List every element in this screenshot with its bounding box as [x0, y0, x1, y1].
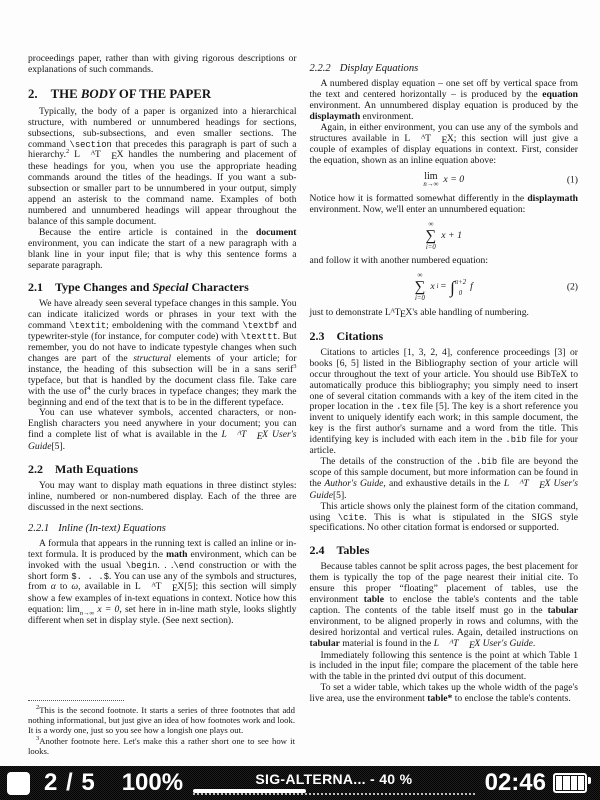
- heading: [28, 281, 297, 294]
- heading: [28, 87, 297, 101]
- latex-logo: L AT EX: [404, 132, 454, 146]
- book-title-progress-label: SIG-ALTERNA... - 40 %: [255, 770, 413, 787]
- paragraph: To set a wider table, which takes up the whole width of the page's live area, use the environment table* to enclose the table's contents.: [309, 682, 578, 705]
- display-equation: [310, 272, 579, 303]
- footnote-rule: [28, 700, 124, 701]
- battery-percent-label[interactable]: 100%: [121, 769, 184, 796]
- paragraph: and follow it with another numbered equation:: [309, 255, 489, 267]
- paragraph: Typically, the body of a paper is organized into a hierarchical structure, with numbered or unnumbered headings for sections, subsections, sub-subsections, and even smaller sections. The command \section that precedes this paragraph is part of such a hierarchy.$^2$ L AT EX handles the numbering and placement of these headings for you, when you use the appropriate heading commands around the titles of the headings. If you want a sub-subsection or smaller part to be unnumbered in your output, simply append an asterisk to the command name. Examples of both numbered and unnumbered headings will appear throughout the balance of this sample document.: [28, 105, 297, 227]
- math-text: x: [430, 281, 435, 293]
- heading: [310, 330, 579, 343]
- book-progress[interactable]: [191, 771, 477, 796]
- paragraph: This article shows only the plainest form of the citation command, using \cite. This is what is stipulated in the SIGS style specifications. No other citation format is endorsed or supported.: [309, 500, 578, 534]
- math-text: f: [470, 281, 473, 293]
- paragraph: You can use whatever symbols, accented characters, or non-English characters you need anywhere in your document; you can find a complete list of what is available in the L AT EX User's Guide[5].: [28, 407, 297, 453]
- paragraph: You may want to display math equations in three distinct styles: inline, numbered or non-numbered display. Each of the three are discussed in the next sections.: [28, 480, 297, 513]
- heading-number: 2.2.1: [28, 522, 50, 534]
- latex-logo: L AT EX: [221, 429, 269, 443]
- math-text: x + 1: [441, 229, 462, 241]
- paragraph: Because the entire article is contained in the document environment, you can indicate the start of a new paragraph with a blank line in your input file; that is why this sentence forms a separate paragraph.: [28, 226, 297, 271]
- heading: [28, 463, 297, 476]
- math-text: x = 0: [443, 174, 465, 186]
- document-column-right: [310, 54, 579, 705]
- equation-number: (1): [566, 174, 578, 186]
- battery-cell: [563, 776, 569, 790]
- math-subscript: i: [436, 283, 439, 291]
- heading-number: 2.2: [28, 462, 43, 477]
- sum-operator: ∞ ∑ i=0: [414, 272, 426, 303]
- paragraph: A numbered display equation – one set off by vertical space from the text and centered horizontally – is produced by the equation environment. An unnumbered display equation is produced by the displaymath environment.: [309, 78, 578, 122]
- latex-logo: LATEX's: [384, 307, 418, 320]
- math-text: =: [440, 281, 447, 293]
- equation-number: (2): [566, 281, 578, 293]
- page-indicator[interactable]: 2 / 5: [44, 769, 96, 796]
- latex-logo: L AT EX: [503, 477, 551, 491]
- heading-title: THE BODY OF THE PAPER: [50, 86, 212, 101]
- display-equation: [310, 221, 579, 252]
- footnote: $^2$This is the second footnote. It starts a series of three footnotes that add nothing informational, but just give an idea of how footnotes work and look. It is a wordy one, just so you see how a longish one plays out.: [28, 704, 295, 736]
- status-bar[interactable]: [0, 766, 600, 800]
- latex-logo: L AT EX: [433, 637, 481, 651]
- footnote: $^3$Another footnote here. Let's make this a rather short one to see how it looks.: [28, 734, 295, 756]
- battery-icon: [553, 773, 587, 793]
- battery-cell: [571, 776, 577, 790]
- bookmark-indicator[interactable]: [7, 772, 30, 795]
- paragraph: A formula that appears in the running text is called an inline or in-text formula. It is produced by the math environment, which can be invoked with the usual \begin. . .\end construction or with the short form $. . .$. You can use any of the symbols and structures, from α to ω, available in L AT EX[5]; this section will simply show a few examples of in-text equations in context. Notice how this equation: $\lim_{n\to\infty} x = 0$, set here in in-line math style, looks slightly different when set in display style. (See next section).: [28, 537, 297, 627]
- footnote-block: [28, 700, 295, 756]
- paragraph: proceedings paper, rather than with giving rigorous descriptions or explanations of such commands.: [28, 54, 297, 75]
- latex-logo: L AT EX: [74, 149, 124, 163]
- heading-number: 2.1: [28, 280, 43, 295]
- clock: 02:46: [484, 769, 546, 796]
- paragraph: Again, in either environment, you can use any of the symbols and structures available in L AT EX; this section will just give a couple of examples of display equations in context. First, consider the equation, shown as an inline equation above:: [309, 121, 578, 167]
- heading-title: Tables: [336, 543, 370, 558]
- heading-title: Citations: [336, 328, 384, 343]
- heading-title: Display Equations: [339, 63, 419, 74]
- progress-remaining: [193, 793, 475, 795]
- document-column-left: [28, 54, 297, 699]
- paragraph: Citations to articles [1, 3, 2, 4], conference proceedings [3] or books [6, 5] listed in the Bibliography section of your article will occur throughout the text of your article. You should use BibTeX to automatically produce this bibliography; you simply need to insert one of several citation commands with a key of the item cited in the proper location in the .tex file [5]. The key is a short reference you invent to uniquely identify each work; in this sample document, the key is the first author's surname and a word from the title. This identifying key is included with each item in the .bib file for your article.: [309, 346, 578, 457]
- heading-number: 2.4: [309, 543, 325, 558]
- heading-title: Type Changes and Special Characters: [55, 280, 249, 295]
- heading: [310, 544, 579, 557]
- display-equation: [310, 172, 579, 189]
- paragraph: just to demonstrate LATEX's able handling of numbering.: [309, 307, 529, 320]
- heading-number: 2.2.2: [309, 63, 331, 74]
- heading: [310, 63, 579, 75]
- progress-bar: [193, 789, 475, 796]
- latex-logo: L AT EX: [134, 581, 185, 595]
- battery-cell: [578, 776, 584, 790]
- paragraph: The details of the construction of the .bib file are beyond the scope of this sample document, but more information can be found in the Author's Guide, and exhaustive details in the L AT EX User's Guide[5].: [309, 455, 578, 501]
- integral-operator: ∫ π+2 0: [450, 278, 467, 298]
- heading: [28, 523, 297, 535]
- heading-title: Inline (In-text) Equations: [58, 522, 166, 534]
- limit-operator: lim n→∞: [423, 171, 439, 189]
- paragraph: Notice how it is formatted somewhat differently in the displaymath environment. Now, we'll enter an unnumbered equation:: [309, 193, 578, 215]
- heading-title: Math Equations: [55, 462, 139, 477]
- heading-number: 2.: [28, 86, 38, 101]
- paragraph: Because tables cannot be split across pages, the best placement for them is typically the top of the page nearest their initial cite. To ensure this proper “floating” placement of tables, use the environment table to enclose the table's contents and the table caption. The contents of the table itself must go in the tabular environment, to be aligned properly in rows and columns, with the desired horizontal and vertical rules. Again, detailed instructions on tabular material is found in the L AT EX User's Guide.: [309, 561, 578, 651]
- battery-cell: [556, 776, 562, 790]
- heading-number: 2.3: [309, 328, 325, 343]
- paragraph: Immediately following this sentence is the point at which Table 1 is included in the input file; compare the placement of the table here with the table in the printed dvi output of this document.: [309, 649, 578, 683]
- sum-operator: ∞ ∑ i=0: [425, 220, 437, 251]
- paragraph: We have already seen several typeface changes in this sample. You can indicate italicized words or phrases in your text with the command \textit; emboldening with the command \textbf and typewriter-style (for instance, for computer code) with \texttt. But remember, you do not have to indicate typestyle changes when such changes are part of the structural elements of your article; for instance, the heading of this subsection will be in a sans serif$^3$ typeface, but that is handled by the document class file. Take care with the use $of^4$ the curly braces in typeface changes; they mark the beginning and end of the text that is to be in the different typeface.: [28, 298, 297, 408]
